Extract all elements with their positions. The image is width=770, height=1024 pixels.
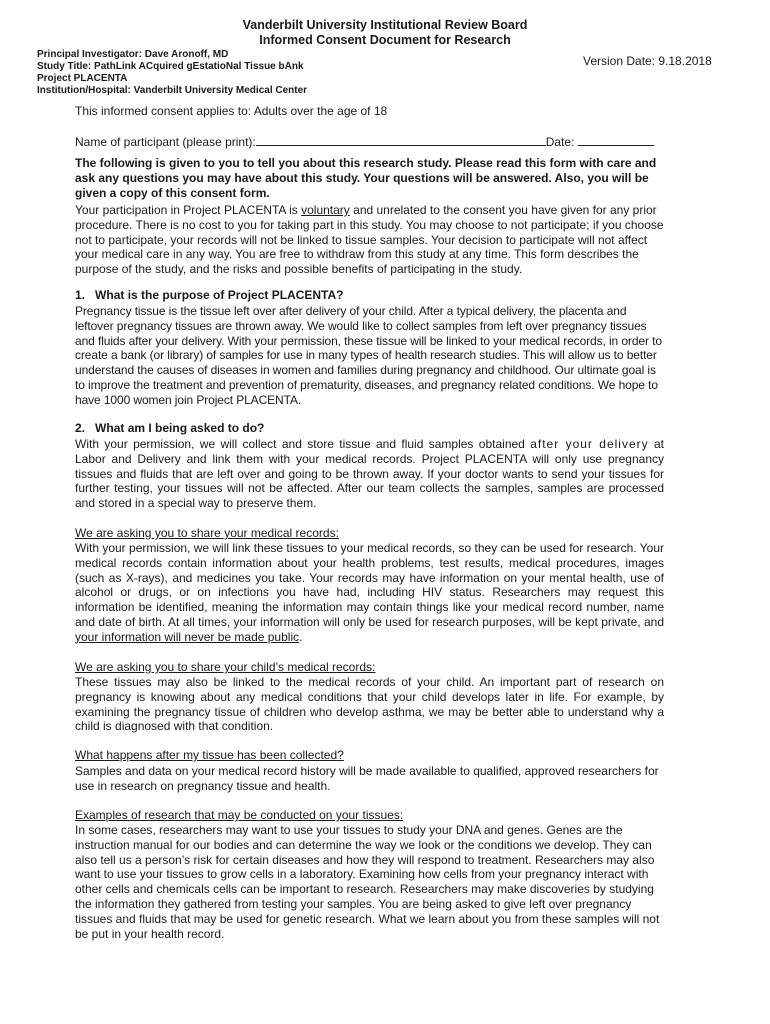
- child-records-body: These tissues may also be linked to the medical records of your child. An important part of research on pregnancy is knowing about any medical conditions that your child develops later in life. For example, by examining the pregnancy tissue of children who develop asthma, we may be better able to understand why a child is diagnosed with that condition.: [75, 675, 664, 734]
- voluntary-term: voluntary: [301, 203, 350, 217]
- examples-body: In some cases, researchers may want to use your tissues to study your DNA and genes. Genes are the instruction manual for our bodies and can determine the way we look or the conditions we develop. They can also tell us a person’s risk for certain diseases and how they will respond to treatment. Researchers may also want to use your tissues to grow cells in a laboratory. Examining how cells from your pregnancy interact with other cells and chemicals cells can be important to research. Researchers may make discoveries by studying the information they gathered from testing your samples. You are being asked to give left over pregnancy tissues and fluids that may be used for genetic research. What we learn about you from these samples will not be put in your health record.: [75, 823, 660, 941]
- document-title-line1: Vanderbilt University Institutional Review Board: [242, 18, 528, 32]
- medical-records-text-end: .: [299, 629, 303, 644]
- participant-name-field[interactable]: [256, 133, 546, 146]
- examples-heading: Examples of research that may be conducted on your tissues:: [75, 808, 404, 822]
- study-title: Study Title: PathLink ACquired gEstatioNal Tissue bAnk: [37, 61, 304, 72]
- after-collection-heading: What happens after my tissue has been collected?: [75, 748, 344, 762]
- section2-body: [75, 437, 664, 511]
- intro-text-end: and unrelated to the consent you have given for any prior procedure. There is no cost to you for taking part in this study. You may choose to not participate; if you choose not to participate, your records will not be linked to tissue samples. Your decision to participate will not affect your medical care in any way. You are free to withdraw from this study at any time. This form describes the purpose of the study, and the risks and possible benefits of participating in the study.: [75, 203, 664, 277]
- section2-text-end: at Labor and Delivery and link them with your medical records. Project PLACENTA will only use pregnancy tissues and fluids that are left over and going to be thrown away. If your doctor wants to send your tissues for further testing, your tissues will not be affected. After our team collects the samples, samples are processed and stored in a special way to preserve them.: [75, 437, 665, 511]
- section2-heading: [75, 421, 664, 436]
- medical-records-body: [75, 541, 664, 645]
- section1-title: What is the purpose of Project PLACENTA?: [95, 288, 344, 302]
- section2-number: 2.: [75, 421, 86, 435]
- after-collection-body: Samples and data on your medical record history will be made available to qualified, approved researchers for use in research on pregnancy tissue and health.: [75, 764, 659, 793]
- intro-text-start: Your participation in Project PLACENTA is: [75, 203, 302, 217]
- intro-paragraph: [75, 203, 664, 277]
- section1-number: 1.: [75, 288, 86, 302]
- section2-title: What am I being asked to do?: [95, 421, 265, 435]
- consent-scope: This informed consent applies to: Adults over the age of 18: [75, 104, 388, 118]
- participant-date-field[interactable]: [578, 133, 654, 146]
- never-public-phrase: your information will never be made public: [75, 629, 300, 644]
- child-records-heading: We are asking you to share your child’s medical records:: [75, 660, 376, 674]
- institution: Institution/Hospital: Vanderbilt University Medical Center: [37, 85, 308, 96]
- participant-line: [75, 133, 675, 150]
- participant-date-label: Date:: [545, 135, 575, 149]
- after-delivery-phrase: after your delivery: [530, 437, 649, 451]
- version-date: Version Date: 9.18.2018: [583, 54, 712, 68]
- section1-heading: [75, 288, 664, 303]
- document-title-line2: Informed Consent Document for Research: [259, 33, 511, 47]
- principal-investigator: Principal Investigator: Dave Aronoff, MD: [37, 49, 229, 60]
- project-name: Project PLACENTA: [37, 73, 128, 84]
- participant-name-label: Name of participant (please print):: [75, 135, 256, 149]
- section2-text-start: With your permission, we will collect and store tissue and fluid samples obtained: [75, 437, 531, 451]
- medical-records-heading: We are asking you to share your medical records:: [75, 526, 339, 540]
- intro-notice: The following is given to you to tell you about this research study. Please read this form with care and ask any questions you may have about this study. Your questions will be answered. Also, you will be given a copy of this consent form.: [75, 156, 657, 200]
- section1-body: Pregnancy tissue is the tissue left over after delivery of your child. After a typical delivery, the placenta and leftover pregnancy tissues are thrown away. We would like to collect samples from left over pregnancy tissues and fluids after your delivery. With your permission, these tissue will be linked to your medical records, in order to create a bank (or library) of samples for use in many types of health research studies. This will allow us to better understand the causes of diseases in women and families during pregnancy and childhood. Our ultimate goal is to improve the treatment and prevention of prematurity, diseases, and pregnancy related conditions. We hope to have 1000 women join Project PLACENTA.: [75, 304, 662, 407]
- medical-records-text-start: With your permission, we will link these tissues to your medical records, so they can be used for research. Your medical records contain information about your health problems, test results, medical procedures, images (such as X-rays), and medicines you take. Your records may have information on your mental health, use of alcohol or drugs, or on infections you have had, including HIV status. Researchers may request this information be identified, meaning the information may contain things like your medical record number, name and date of birth. At all times, your information will only be used for research purposes, will be kept private, and: [75, 541, 664, 629]
